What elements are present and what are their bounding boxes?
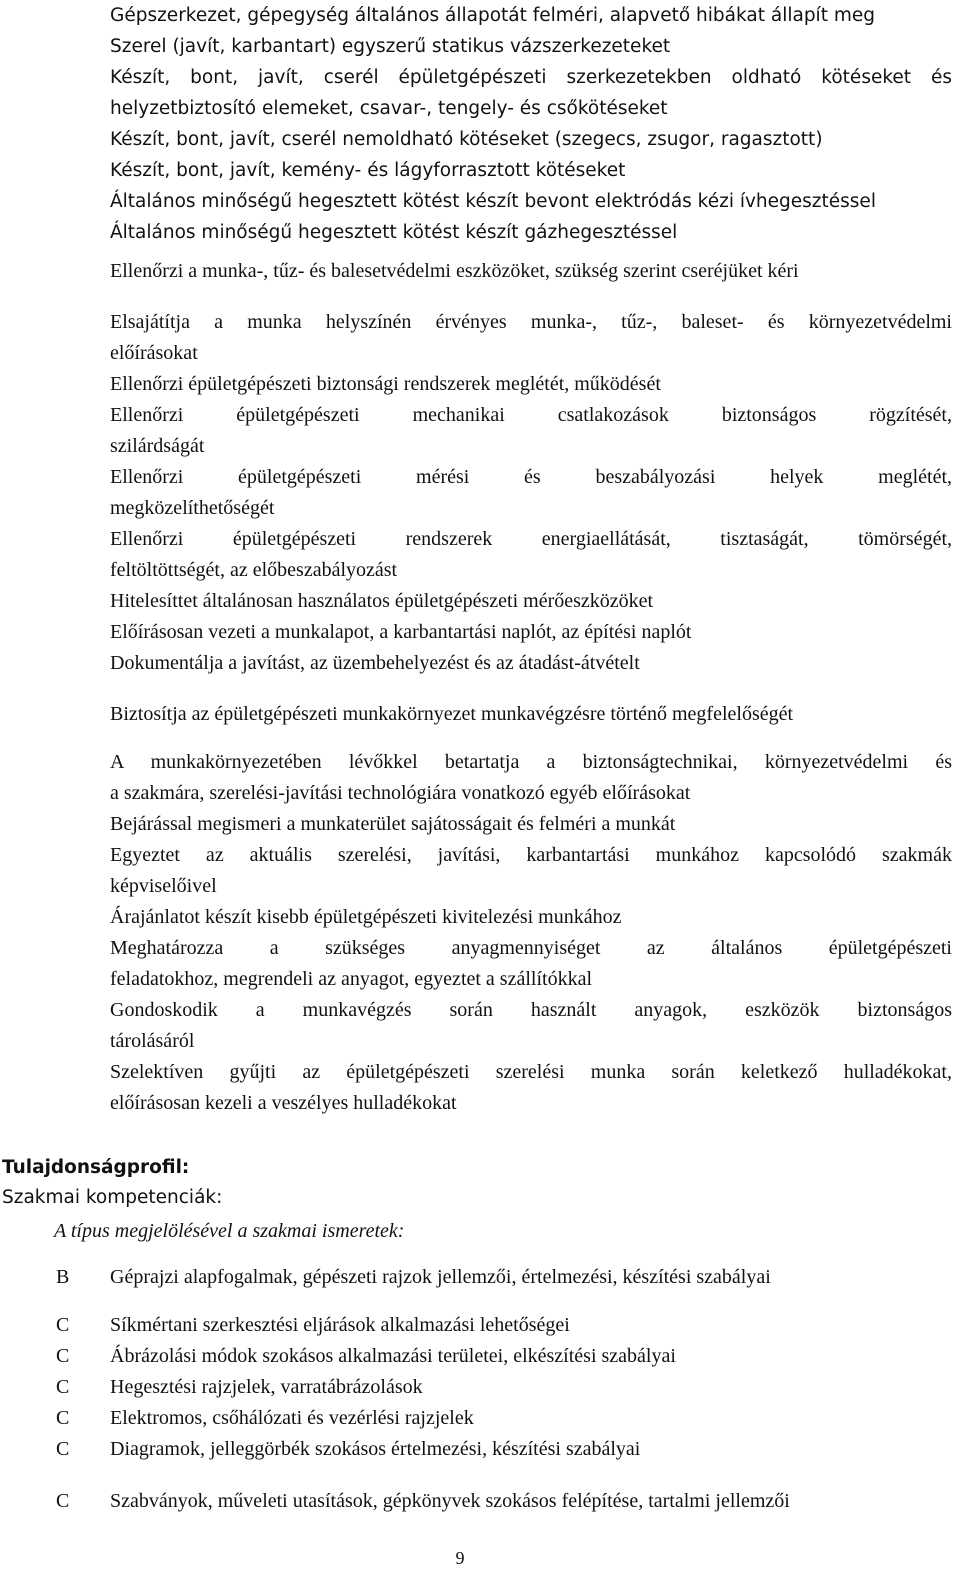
task-line: Ellenőrzi épületgépészeti rendszerek energiaellátását, tisztaságát, tömörségét, <box>110 528 952 550</box>
task-line: megközelíthetőségét <box>110 497 275 519</box>
task-line: helyzetbiztosító elemeket, csavar-, tengely- és csőkötéseket <box>110 98 668 119</box>
task-line: Egyeztet az aktuális szerelési, javítási, karbantartási munkához kapcsolódó szakmák <box>110 844 952 866</box>
task-line: Árajánlatot készít kisebb épületgépészeti kivitelezési munkához <box>110 906 622 928</box>
task-line: Általános minőségű hegesztett kötést készít bevont elektródás kézi ívhegesztéssel <box>110 191 876 212</box>
task-line: előírásosan kezeli a veszélyes hulladékokat <box>110 1092 457 1114</box>
type-caption: A típus megjelölésével a szakmai ismeretek: <box>54 1220 405 1242</box>
knowledge-text: Elektromos, csőhálózati és vezérlési rajzjelek <box>110 1407 474 1429</box>
task-line: Készít, bont, javít, cserél épületgépészeti szerkezetekben oldható kötéseket és <box>110 67 952 88</box>
task-line: Hitelesíttet általánosan használatos épületgépészeti mérőeszközöket <box>110 590 654 612</box>
page-number: 9 <box>455 1548 465 1568</box>
task-line: Gondoskodik a munkavégzés során használt anyagok, eszközök biztonságos <box>110 999 952 1021</box>
knowledge-row <box>0 1486 960 1517</box>
task-line: Készít, bont, javít, cserél nemoldható kötéseket (szegecs, zsugor, ragasztott) <box>110 129 823 150</box>
task-list-mechanical <box>110 0 952 248</box>
task-line: Biztosítja az épületgépészeti munkakörnyezet munkavégzésre történő megfelelőségét <box>110 703 794 725</box>
task-line: Szerel (javít, karbantart) egyszerű statikus vázszerkezeteket <box>110 36 671 57</box>
task-line: Ellenőrzi épületgépészeti biztonsági rendszerek meglétét, működését <box>110 373 661 395</box>
task-line: Ellenőrzi épületgépészeti mechanikai csatlakozások biztonságos rögzítését, <box>110 404 952 426</box>
task-list-inspection <box>110 307 952 679</box>
task-line: Dokumentálja a javítást, az üzembehelyezést és az átadást-átvételt <box>110 652 640 674</box>
knowledge-type: C <box>56 1314 70 1336</box>
task-line: Gépszerkezet, gépegység általános állapotát felméri, alapvető hibákat állapít meg <box>110 5 875 26</box>
task-list-organisation <box>110 747 952 1119</box>
knowledge-type: C <box>56 1376 70 1398</box>
task-line: Készít, bont, javít, kemény- és lágyforrasztott kötéseket <box>110 160 626 181</box>
knowledge-text: Hegesztési rajzjelek, varratábrázolások <box>110 1376 423 1398</box>
knowledge-type: C <box>56 1438 70 1460</box>
knowledge-text: Diagramok, jelleggörbék szokásos értelmezési, készítési szabályai <box>110 1438 641 1460</box>
task-line: előírásokat <box>110 342 198 364</box>
knowledge-text: Ábrázolási módok szokásos alkalmazási területei, elkészítési szabályai <box>110 1345 676 1367</box>
task-line: Előírásosan vezeti a munkalapot, a karbantartási naplót, az építési naplót <box>110 621 692 643</box>
knowledge-row <box>0 1434 960 1465</box>
knowledge-type: C <box>56 1345 70 1367</box>
knowledge-type: C <box>56 1490 70 1512</box>
knowledge-type: B <box>56 1266 70 1288</box>
task-line: Meghatározza a szükséges anyagmennyiséget az általános épületgépészeti <box>110 937 952 959</box>
task-line: Elsajátítja a munka helyszínén érvényes munka-, tűz-, baleset- és környezetvédelmi <box>110 311 952 333</box>
knowledge-row <box>0 1341 960 1372</box>
knowledge-type: C <box>56 1407 70 1429</box>
task-line: Szelektíven gyűjti az épületgépészeti szerelési munka során keletkező hulladékokat, <box>110 1061 952 1083</box>
profile-title: Tulajdonságprofil: <box>2 1157 190 1178</box>
task-line: szilárdságát <box>110 435 205 457</box>
task-line: Ellenőrzi a munka-, tűz- és balesetvédelmi eszközöket, szükség szerint cseréjüket kéri <box>110 260 799 282</box>
knowledge-row <box>0 1403 960 1434</box>
knowledge-row <box>0 1310 960 1341</box>
task-line: tárolásáról <box>110 1030 195 1052</box>
task-list-safety <box>110 256 952 287</box>
task-line: Ellenőrzi épületgépészeti mérési és beszabályozási helyek meglétét, <box>110 466 952 488</box>
knowledge-text: Szabványok, műveleti utasítások, gépkönyvek szokásos felépítése, tartalmi jellemzői <box>110 1490 790 1512</box>
knowledge-text: Géprajzi alapfogalmak, gépészeti rajzok jellemzői, értelmezési, készítési szabályai <box>110 1266 771 1288</box>
task-line: feltöltöttségét, az előbeszabályozást <box>110 559 398 581</box>
task-list-environment <box>110 699 952 730</box>
task-line: képviselőivel <box>110 875 217 897</box>
task-line: Általános minőségű hegesztett kötést készít gázhegesztéssel <box>110 222 678 243</box>
knowledge-text: Síkmértani szerkesztési eljárások alkalmazási lehetőségei <box>110 1314 570 1336</box>
knowledge-row <box>0 1372 960 1403</box>
competence-label: Szakmai kompetenciák: <box>2 1187 223 1208</box>
task-line: A munkakörnyezetében lévőkkel betartatja a biztonságtechnikai, környezetvédelmi és <box>110 751 952 773</box>
task-line: a szakmára, szerelési-javítási technológiára vonatkozó egyéb előírásokat <box>110 782 691 804</box>
task-line: feladatokhoz, megrendeli az anyagot, egyeztet a szállítókkal <box>110 968 593 990</box>
task-line: Bejárással megismeri a munkaterület sajátosságait és felméri a munkát <box>110 813 676 835</box>
knowledge-row <box>0 1262 960 1293</box>
